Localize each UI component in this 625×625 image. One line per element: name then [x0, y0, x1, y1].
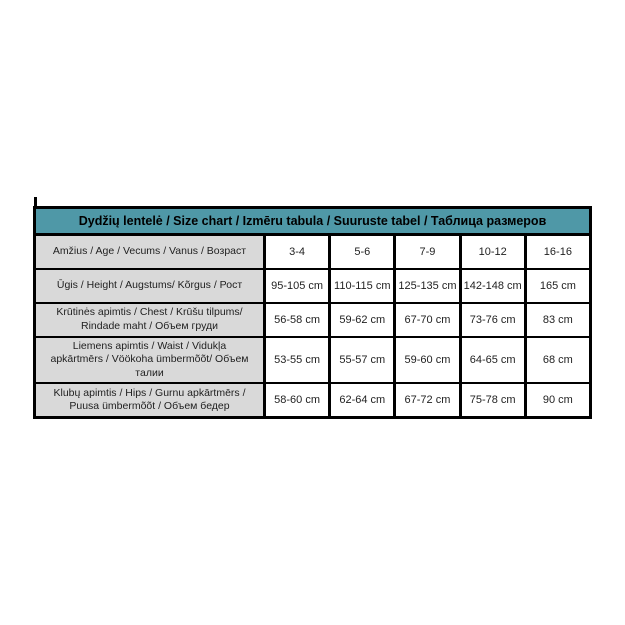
table-cell: 53-55 cm	[265, 337, 330, 384]
size-chart-table	[33, 206, 592, 419]
row-label-age: Amžius / Age / Vecums / Vanus / Возраст	[35, 235, 265, 269]
row-label-chest: Krūtinės apimtis / Chest / Krūšu tilpums/ Rindade maht / Объем груди	[35, 303, 265, 337]
table-cell: 83 cm	[525, 303, 590, 337]
table-cell: 68 cm	[525, 337, 590, 384]
table-cell: 59-60 cm	[395, 337, 460, 384]
table-cell: 7-9	[395, 235, 460, 269]
table-row-age	[35, 235, 591, 269]
table-cell: 3-4	[265, 235, 330, 269]
table-cell: 73-76 cm	[460, 303, 525, 337]
table-cell: 5-6	[330, 235, 395, 269]
table-header-row	[35, 208, 591, 235]
row-label-waist: Liemens apimtis / Waist / Vidukļa apkārtmērs / Vöökoha ümbermõõt/ Объем талии	[35, 337, 265, 384]
table-cell: 58-60 cm	[265, 383, 330, 417]
table-cell: 55-57 cm	[330, 337, 395, 384]
table-cell: 90 cm	[525, 383, 590, 417]
table-cell: 142-148 cm	[460, 269, 525, 303]
table-row-waist	[35, 337, 591, 384]
table-cell: 95-105 cm	[265, 269, 330, 303]
size-chart-title: Dydžių lentelė / Size chart / Izmēru tabula / Suuruste tabel / Таблица размеров	[35, 208, 591, 235]
table-row-height	[35, 269, 591, 303]
table-cell: 62-64 cm	[330, 383, 395, 417]
table-cell: 67-70 cm	[395, 303, 460, 337]
table-cell: 67-72 cm	[395, 383, 460, 417]
table-cell: 110-115 cm	[330, 269, 395, 303]
table-cell: 75-78 cm	[460, 383, 525, 417]
table-cell: 10-12	[460, 235, 525, 269]
table-cell: 165 cm	[525, 269, 590, 303]
size-chart-container	[33, 206, 592, 419]
table-cell: 125-135 cm	[395, 269, 460, 303]
table-cell: 16-16	[525, 235, 590, 269]
table-row-hips	[35, 383, 591, 417]
table-cell: 59-62 cm	[330, 303, 395, 337]
row-label-height: Ūgis / Height / Augstums/ Kõrgus / Рост	[35, 269, 265, 303]
row-label-hips: Klubų apimtis / Hips / Gurnu apkārtmērs / Puusa ümbermõõt / Объем бедер	[35, 383, 265, 417]
table-cell: 64-65 cm	[460, 337, 525, 384]
table-cell: 56-58 cm	[265, 303, 330, 337]
table-row-chest	[35, 303, 591, 337]
